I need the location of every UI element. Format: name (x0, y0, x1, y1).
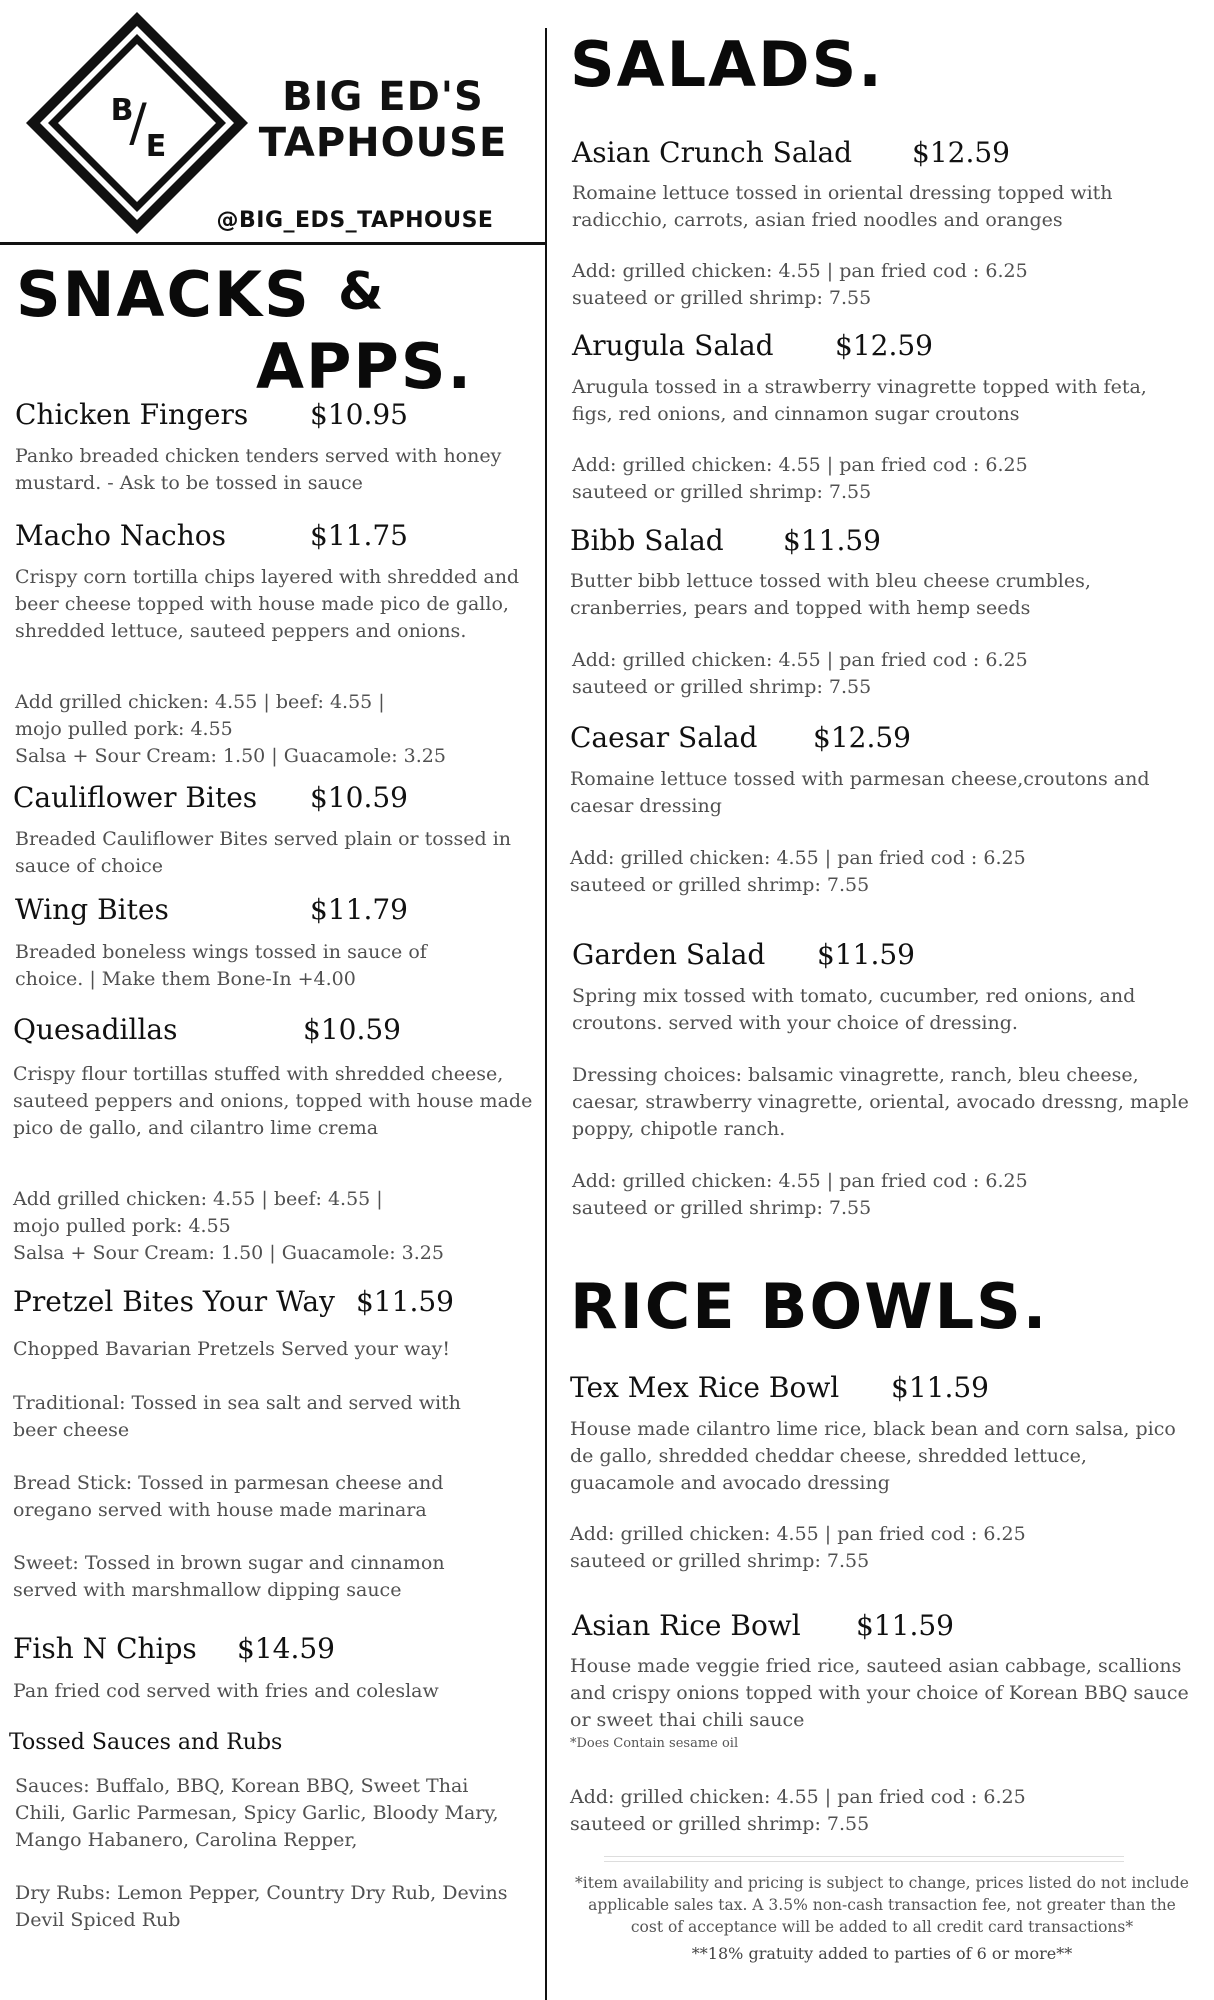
rice-bowls-title: RICE BOWLS. (570, 1270, 1049, 1343)
item-option-pretzel-bread-stick: Bread Stick: Tossed in parmesan cheese and oregano served with house made marinara (13, 1472, 444, 1521)
footer-divider (604, 1856, 1124, 1862)
logo-diamond-icon (22, 8, 252, 238)
addon-line: Salsa + Sour Cream: 1.50 | Guacamole: 3.25 (15, 745, 446, 767)
logo-letter-b: B (110, 93, 134, 128)
logo (22, 8, 252, 238)
item-addons-caesar-salad (570, 845, 1190, 899)
logo-slash: / (129, 93, 147, 153)
item-name-asian-rice-bowl: Asian Rice Bowl (572, 1609, 801, 1642)
item-name-asian-crunch-salad: Asian Crunch Salad (572, 136, 853, 169)
addon-line: sauteed or grilled shrimp: 7.55 (572, 1197, 872, 1219)
item-desc-wing-bites: Breaded boneless wings tossed in sauce of choice. | Make them Bone-In +4.00 (15, 941, 427, 990)
item-desc-garden-salad: Spring mix tossed with tomato, cucumber, red onions, and croutons. served with your choice of dressing. (572, 985, 1136, 1034)
item-desc-arugula-salad: Arugula tossed in a strawberry vinagrette topped with feta, figs, red onions, and cinnamon sugar croutons (572, 376, 1147, 425)
item-desc-quesadillas: Crispy flour tortillas stuffed with shredded cheese, sauteed peppers and onions, topped with house made pico de gallo, and cilantro lime crema (13, 1063, 533, 1139)
item-name-wing-bites: Wing Bites (15, 893, 169, 926)
pricing-disclaimer: *item availability and pricing is subject to change, prices listed do not include applicable sales tax. A 3.5% non-cash transaction fee, not greater than the cost of acceptance will be added to all credit card transactions* (575, 1874, 1189, 1936)
item-option-pretzel-sweet: Sweet: Tossed in brown sugar and cinnamon served with marshmallow dipping sauce (13, 1552, 445, 1601)
item-price-asian-rice-bowl: $11.59 (856, 1609, 954, 1642)
addon-line: sauteed or grilled shrimp: 7.55 (570, 874, 870, 896)
snacks-title-line1: SNACKS (16, 258, 311, 331)
brand-name-line2: TAPHOUSE (258, 120, 508, 166)
item-price-cauliflower-bites: $10.59 (310, 781, 408, 814)
brand-name-line1: BIG ED'S (282, 74, 484, 120)
logo-letter-e: E (145, 129, 167, 164)
item-price-garden-salad: $11.59 (817, 938, 915, 971)
sauces-list: Sauces: Buffalo, BBQ, Korean BBQ, Sweet Thai Chili, Garlic Parmesan, Spicy Garlic, Bloody Mary, Mango Habanero, Carolina Repper, (15, 1775, 499, 1851)
item-addons-arugula-salad (572, 452, 1192, 506)
item-desc-tex-mex-rice-bowl: House made cilantro lime rice, black bean and corn salsa, pico de gallo, shredded cheddar cheese, shredded lettuce, guacamole and avocado dressing (570, 1418, 1176, 1494)
item-name-arugula-salad: Arugula Salad (572, 329, 774, 362)
addon-line: Add: grilled chicken: 4.55 | pan fried cod : 6.25 (572, 649, 1028, 671)
addon-line: sauteed or grilled shrimp: 7.55 (570, 1813, 870, 1835)
addon-line: Add: grilled chicken: 4.55 | pan fried cod : 6.25 (572, 260, 1028, 282)
item-price-macho-nachos: $11.75 (310, 519, 408, 552)
brand-social-handle: @BIG_EDS_TAPHOUSE (216, 208, 494, 233)
item-price-asian-crunch-salad: $12.59 (912, 136, 1010, 169)
addon-line: sauteed or grilled shrimp: 7.55 (572, 481, 872, 503)
item-desc-caesar-salad: Romaine lettuce tossed with parmesan cheese,croutons and caesar dressing (570, 768, 1150, 817)
item-name-chicken-fingers: Chicken Fingers (15, 398, 249, 431)
addon-line: Add grilled chicken: 4.55 | beef: 4.55 | (15, 691, 385, 713)
item-price-tex-mex-rice-bowl: $11.59 (891, 1371, 989, 1404)
item-name-cauliflower-bites: Cauliflower Bites (13, 781, 258, 814)
item-name-bibb-salad: Bibb Salad (570, 524, 724, 557)
item-option-pretzel-traditional: Traditional: Tossed in sea salt and served with beer cheese (13, 1392, 461, 1441)
item-price-fish-n-chips: $14.59 (237, 1632, 335, 1665)
gratuity-note: **18% gratuity added to parties of 6 or more** (691, 1944, 1073, 1963)
item-desc-cauliflower-bites: Breaded Cauliflower Bites served plain or tossed in sauce of choice (15, 828, 512, 877)
item-desc-asian-rice-bowl: House made veggie fried rice, sauteed asian cabbage, scallions and crispy onions topped with your choice of Korean BBQ sauce or sweet thai chili sauce (570, 1655, 1189, 1731)
item-addons-garden-salad (572, 1168, 1192, 1222)
item-price-chicken-fingers: $10.95 (310, 398, 408, 431)
item-addons-macho-nachos (15, 689, 530, 770)
item-name-tex-mex-rice-bowl: Tex Mex Rice Bowl (570, 1371, 840, 1404)
garden-dressing-choices: Dressing choices: balsamic vinagrette, ranch, bleu cheese, caesar, strawberry vinagrette, oriental, avocado dressng, maple poppy, chipotle ranch. (572, 1064, 1189, 1140)
item-name-caesar-salad: Caesar Salad (570, 721, 758, 754)
addon-line: sauteed or grilled shrimp: 7.55 (572, 676, 872, 698)
addon-line: mojo pulled pork: 4.55 (15, 718, 233, 740)
item-addons-tex-mex-rice-bowl (570, 1521, 1190, 1575)
snacks-title-amp: & (338, 262, 386, 322)
addon-line: mojo pulled pork: 4.55 (13, 1215, 231, 1237)
addon-line: Add: grilled chicken: 4.55 | pan fried cod : 6.25 (572, 454, 1028, 476)
item-price-wing-bites: $11.79 (310, 893, 408, 926)
item-name-macho-nachos: Macho Nachos (15, 519, 226, 552)
addon-line: Add: grilled chicken: 4.55 | pan fried cod : 6.25 (572, 1170, 1028, 1192)
item-desc-asian-crunch-salad: Romaine lettuce tossed in oriental dressing topped with radicchio, carrots, asian fried noodles and oranges (572, 182, 1113, 231)
addon-line: suateed or grilled shrimp: 7.55 (572, 287, 872, 309)
item-price-quesadillas: $10.59 (303, 1013, 401, 1046)
item-price-caesar-salad: $12.59 (813, 721, 911, 754)
item-price-arugula-salad: $12.59 (835, 329, 933, 362)
item-addons-bibb-salad (572, 647, 1192, 701)
addon-line: Add: grilled chicken: 4.55 | pan fried cod : 6.25 (570, 847, 1026, 869)
item-desc-chicken-fingers: Panko breaded chicken tenders served with honey mustard. - Ask to be tossed in sauce (15, 445, 502, 494)
addon-line: Add: grilled chicken: 4.55 | pan fried cod : 6.25 (570, 1523, 1026, 1545)
item-name-pretzel-bites: Pretzel Bites Your Way (13, 1285, 335, 1318)
addon-line: sauteed or grilled shrimp: 7.55 (570, 1550, 870, 1572)
item-addons-quesadillas (13, 1186, 528, 1267)
item-desc-fish-n-chips: Pan fried cod served with fries and coleslaw (13, 1680, 439, 1702)
item-price-pretzel-bites: $11.59 (356, 1285, 454, 1318)
dry-rubs-list: Dry Rubs: Lemon Pepper, Country Dry Rub, Devins Devil Spiced Rub (15, 1882, 508, 1931)
item-name-quesadillas: Quesadillas (13, 1013, 178, 1046)
item-addons-asian-crunch-salad (572, 258, 1192, 312)
item-desc-macho-nachos: Crispy corn tortilla chips layered with shredded and beer cheese topped with house made pico de gallo, shredded lettuce, sauteed peppers and onions. (15, 566, 520, 642)
item-price-bibb-salad: $11.59 (783, 524, 881, 557)
column-divider (545, 28, 547, 2000)
salads-title: SALADS. (570, 28, 884, 101)
addon-line: Add grilled chicken: 4.55 | beef: 4.55 | (13, 1188, 383, 1210)
item-addons-asian-rice-bowl (570, 1784, 1190, 1838)
header-divider (0, 242, 546, 245)
snacks-title-line2: APPS. (256, 330, 474, 403)
item-name-fish-n-chips: Fish N Chips (13, 1632, 197, 1665)
asian-rice-bowl-sesame-note: *Does Contain sesame oil (570, 1736, 739, 1751)
addon-line: Salsa + Sour Cream: 1.50 | Guacamole: 3.25 (13, 1242, 444, 1264)
item-name-garden-salad: Garden Salad (572, 938, 766, 971)
addon-line: Add: grilled chicken: 4.55 | pan fried cod : 6.25 (570, 1786, 1026, 1808)
item-desc-bibb-salad: Butter bibb lettuce tossed with bleu cheese crumbles, cranberries, pears and topped with hemp seeds (570, 570, 1091, 619)
item-desc-pretzel-bites: Chopped Bavarian Pretzels Served your way! (13, 1338, 450, 1360)
sauces-heading: Tossed Sauces and Rubs (9, 1730, 283, 1755)
brand-name (248, 74, 518, 166)
